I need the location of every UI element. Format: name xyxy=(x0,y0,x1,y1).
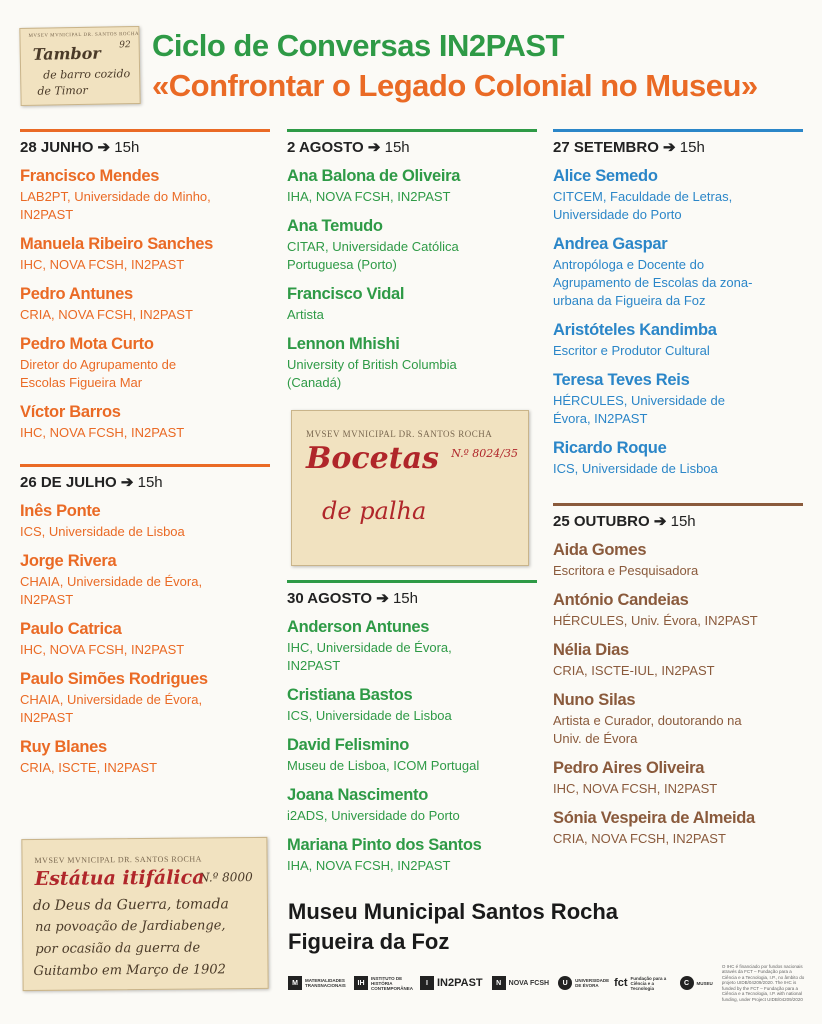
time-label: 15h xyxy=(137,474,163,491)
speaker xyxy=(287,686,537,725)
speaker xyxy=(20,335,270,392)
date-label: 30 AGOSTO xyxy=(287,590,373,607)
speaker xyxy=(20,552,270,609)
card-line: de barro cozido xyxy=(43,67,131,82)
speaker-name: Pedro Aires Oliveira xyxy=(553,759,705,777)
logo-label: MUSEU xyxy=(696,980,713,986)
logo-label: Fundação para a Ciência e a Tecnologia xyxy=(630,975,667,991)
speaker-affiliation: CITAR, Universidade Católica Portuguesa (Porto) xyxy=(287,239,459,272)
speaker xyxy=(553,591,803,630)
speaker xyxy=(287,167,537,206)
venue xyxy=(288,897,618,957)
session-28-junho xyxy=(20,129,270,442)
speaker-name: Andrea Gaspar xyxy=(553,235,668,253)
speaker-affiliation: ICS, Universidade de Lisboa xyxy=(287,708,452,723)
logo-uevora xyxy=(558,976,610,990)
speaker-name: Joana Nascimento xyxy=(287,786,429,804)
speaker xyxy=(287,285,537,324)
speaker xyxy=(553,759,803,798)
date-label: 27 SETEMBRO xyxy=(553,139,659,156)
speaker-name: Alice Semedo xyxy=(553,167,658,185)
speaker-name: Pedro Antunes xyxy=(20,285,133,303)
speaker-affiliation: IHC, NOVA FCSH, IN2PAST xyxy=(20,425,185,440)
speaker xyxy=(20,235,270,274)
speaker-affiliation: Escritora e Pesquisadora xyxy=(553,563,699,578)
session-date xyxy=(20,473,270,491)
speaker-affiliation: ICS, Universidade de Lisboa xyxy=(20,524,185,539)
speaker xyxy=(287,335,537,392)
speaker xyxy=(287,836,537,875)
ihc-logo-icon: IH xyxy=(354,976,368,990)
speaker-affiliation: CRIA, NOVA FCSH, IN2PAST xyxy=(20,307,193,322)
logo-in2past xyxy=(420,976,483,990)
time-label: 15h xyxy=(670,513,696,530)
speaker-name: Mariana Pinto dos Santos xyxy=(287,836,482,854)
date-label: 28 JUNHO xyxy=(20,139,94,156)
speaker xyxy=(287,217,537,274)
card-line: de Timor xyxy=(37,83,88,98)
time-label: 15h xyxy=(384,139,410,156)
speaker-name: Paulo Simões Rodrigues xyxy=(20,670,208,688)
speaker-affiliation: Artista e Curador, doutorando na Univ. de Évora xyxy=(553,713,742,746)
divider xyxy=(20,464,270,467)
materialidades-logo-icon: M xyxy=(288,976,302,990)
logo-fct xyxy=(614,976,670,991)
speaker xyxy=(553,321,803,360)
card-line: Guitambo em Março de 1902 xyxy=(33,962,226,979)
logo-museu xyxy=(680,976,713,990)
speaker-name: Anderson Antunes xyxy=(287,618,430,636)
speaker xyxy=(287,618,537,675)
speaker xyxy=(20,738,270,777)
speaker-name: Víctor Barros xyxy=(20,403,121,421)
card-number: N.º 8000 xyxy=(199,870,253,885)
speaker xyxy=(553,541,803,580)
venue-name: Museu Municipal Santos Rocha xyxy=(288,899,619,924)
speaker xyxy=(20,502,270,541)
speaker-name: Ruy Blanes xyxy=(20,738,107,756)
speaker-name: Paulo Catrica xyxy=(20,620,122,638)
session-25-outubro xyxy=(553,503,803,848)
session-date xyxy=(553,512,803,530)
speaker-name: Manuela Ribeiro Sanches xyxy=(20,235,213,253)
speaker-name: Francisco Vidal xyxy=(287,285,405,303)
arrow-icon: ➔ xyxy=(663,139,676,156)
speaker-name: António Candeias xyxy=(553,591,689,609)
speaker xyxy=(553,691,803,748)
speaker-affiliation: IHA, NOVA FCSH, IN2PAST xyxy=(287,858,451,873)
museum-label-card-middle xyxy=(291,410,529,566)
speaker-affiliation: LAB2PT, Universidade do Minho, IN2PAST xyxy=(20,189,211,222)
speaker-affiliation: Escritor e Produtor Cultural xyxy=(553,343,710,358)
speaker xyxy=(20,285,270,324)
speaker-name: Ana Temudo xyxy=(287,217,383,235)
divider xyxy=(553,503,803,506)
card-header: MVSEV MVNICIPAL DR. SANTOS ROCHA xyxy=(306,429,493,439)
speaker-affiliation: CRIA, ISCTE-IUL, IN2PAST xyxy=(553,663,715,678)
speaker-affiliation: Museu de Lisboa, ICOM Portugal xyxy=(287,758,480,773)
in2past-logo-icon: I xyxy=(420,976,434,990)
arrow-icon: ➔ xyxy=(120,474,134,491)
partner-logos xyxy=(288,963,808,1002)
speaker xyxy=(553,641,803,680)
card-line: do Deus da Guerra, tomada xyxy=(32,896,229,914)
speaker-affiliation: Artista xyxy=(287,307,324,322)
speaker-name: Lennon Mhishi xyxy=(287,335,400,353)
speaker-name: Ricardo Roque xyxy=(553,439,667,457)
card-line: Bocetas xyxy=(306,441,439,476)
session-date xyxy=(20,138,270,156)
logo-nova-fcsh xyxy=(492,976,549,990)
event-subtitle: «Confrontar o Legado Colonial no Museu» xyxy=(152,68,758,103)
speaker-name: Cristiana Bastos xyxy=(287,686,413,704)
speaker xyxy=(20,670,270,727)
museum-label-card-bottom xyxy=(21,837,268,991)
logo-label: MATERIALIDADES TRANSNACIONAIS xyxy=(305,978,346,988)
speaker-affiliation: CITCEM, Faculdade de Letras, Universidade do Porto xyxy=(553,189,733,222)
speaker-affiliation: Antropóloga e Docente do Agrupamento de Escolas da zona-urbana da Figueira da Foz xyxy=(553,257,753,308)
arrow-icon: ➔ xyxy=(97,139,111,156)
divider xyxy=(287,580,537,583)
time-label: 15h xyxy=(392,590,418,607)
speaker-name: Sónia Vespeira de Almeida xyxy=(553,809,755,827)
speaker xyxy=(553,235,803,310)
session-30-agosto xyxy=(287,580,537,875)
speaker-affiliation: HÉRCULES, Univ. Évora, IN2PAST xyxy=(553,613,758,628)
date-label: 26 DE JULHO xyxy=(20,474,117,491)
speaker-affiliation: University of British Columbia (Canadá) xyxy=(287,357,457,390)
speaker-affiliation: IHC, NOVA FCSH, IN2PAST xyxy=(20,257,185,272)
speaker xyxy=(20,403,270,442)
speaker-affiliation: CHAIA, Universidade de Évora, IN2PAST xyxy=(20,692,203,725)
speaker-name: Pedro Mota Curto xyxy=(20,335,154,353)
speaker-name: Nuno Silas xyxy=(553,691,636,709)
speaker-name: Teresa Teves Reis xyxy=(553,371,690,389)
session-date xyxy=(287,138,537,156)
uevora-logo-icon: U xyxy=(558,976,572,990)
speaker-name: Francisco Mendes xyxy=(20,167,160,185)
session-27-setembro xyxy=(553,129,803,478)
time-label: 15h xyxy=(679,139,705,156)
speaker xyxy=(20,620,270,659)
speaker xyxy=(20,167,270,224)
divider xyxy=(553,129,803,132)
card-line: Estátua itifálica xyxy=(34,866,205,890)
speaker-affiliation: Diretor do Agrupamento de Escolas Figueira Mar xyxy=(20,357,177,390)
speaker-affiliation: IHC, NOVA FCSH, IN2PAST xyxy=(20,642,185,657)
divider xyxy=(287,129,537,132)
speaker-affiliation: ICS, Universidade de Lisboa xyxy=(553,461,718,476)
speaker-name: Nélia Dias xyxy=(553,641,629,659)
logo-ihc xyxy=(354,975,414,991)
speaker xyxy=(553,371,803,428)
session-26-julho xyxy=(20,464,270,777)
card-line: na povoação de Jardiabenge, xyxy=(35,918,226,935)
speaker-name: Inês Ponte xyxy=(20,502,101,520)
card-header: MVSEV MVNICIPAL DR. SANTOS ROCHA xyxy=(34,854,202,865)
nova-logo-icon: N xyxy=(492,976,506,990)
venue-city: Figueira da Foz xyxy=(288,929,450,954)
speaker-affiliation: IHC, Universidade de Évora, IN2PAST xyxy=(287,640,452,673)
logo-label: IN2PAST xyxy=(437,977,483,989)
card-line: de palha xyxy=(322,497,427,525)
speaker-affiliation: CHAIA, Universidade de Évora, IN2PAST xyxy=(20,574,203,607)
fct-logo-icon: fct xyxy=(614,977,628,989)
speaker-affiliation: IHC, NOVA FCSH, IN2PAST xyxy=(553,781,718,796)
card-number: 92 xyxy=(119,40,131,51)
date-label: 2 AGOSTO xyxy=(287,139,364,156)
speaker-affiliation: CRIA, ISCTE, IN2PAST xyxy=(20,760,158,775)
speaker-name: Aristóteles Kandimba xyxy=(553,321,717,339)
arrow-icon: ➔ xyxy=(376,590,389,607)
speaker-name: Jorge Rivera xyxy=(20,552,117,570)
speaker-name: Aida Gomes xyxy=(553,541,647,559)
speaker xyxy=(287,786,537,825)
date-label: 25 OUTUBRO xyxy=(553,513,650,530)
session-date xyxy=(287,589,537,607)
logo-label: INSTITUTO DE HISTÓRIA CONTEMPORÂNEA xyxy=(371,975,414,991)
logo-label: NOVA FCSH xyxy=(508,979,550,987)
session-2-agosto xyxy=(287,129,537,392)
funding-notice: O IHC é financiado por fundos nacionais através da FCT – Fundação para a Ciência e a Tecnologia, I.P., no âmbito do projeto UIDB/04209/2020. The IHC is funded by the FCT – Fundação para a Ciência e a Tecnologia, I.P. with national funding, under Project UIDB/04209/2020 xyxy=(721,963,805,1002)
session-date xyxy=(553,138,803,156)
speaker-affiliation: i2ADS, Universidade do Porto xyxy=(287,808,460,823)
arrow-icon: ➔ xyxy=(653,513,667,530)
card-header: MVSEV MVNICIPAL DR. SANTOS ROCHA xyxy=(28,31,140,39)
card-line: Tambor xyxy=(32,43,101,64)
speaker-name: Ana Balona de Oliveira xyxy=(287,167,461,185)
speaker xyxy=(287,736,537,775)
arrow-icon: ➔ xyxy=(367,139,381,156)
logo-label: UNIVERSIDADE DE ÉVORA xyxy=(575,978,610,988)
speaker-affiliation: HÉRCULES, Universidade de Évora, IN2PAST xyxy=(553,393,725,426)
museum-label-card-top xyxy=(19,26,140,106)
event-title: Ciclo de Conversas IN2PAST xyxy=(152,28,564,63)
speaker xyxy=(553,809,803,848)
logo-materialidades xyxy=(288,976,345,990)
speaker-affiliation: IHA, NOVA FCSH, IN2PAST xyxy=(287,189,451,204)
speaker xyxy=(553,167,803,224)
time-label: 15h xyxy=(114,139,140,156)
speaker-affiliation: CRIA, NOVA FCSH, IN2PAST xyxy=(553,831,726,846)
speaker xyxy=(553,439,803,478)
card-number: N.º 8024/35 xyxy=(451,447,518,460)
speaker-name: David Felismino xyxy=(287,736,410,754)
card-line: por ocasião da guerra de xyxy=(35,940,201,957)
museu-logo-icon: C xyxy=(680,976,694,990)
divider xyxy=(20,129,270,132)
